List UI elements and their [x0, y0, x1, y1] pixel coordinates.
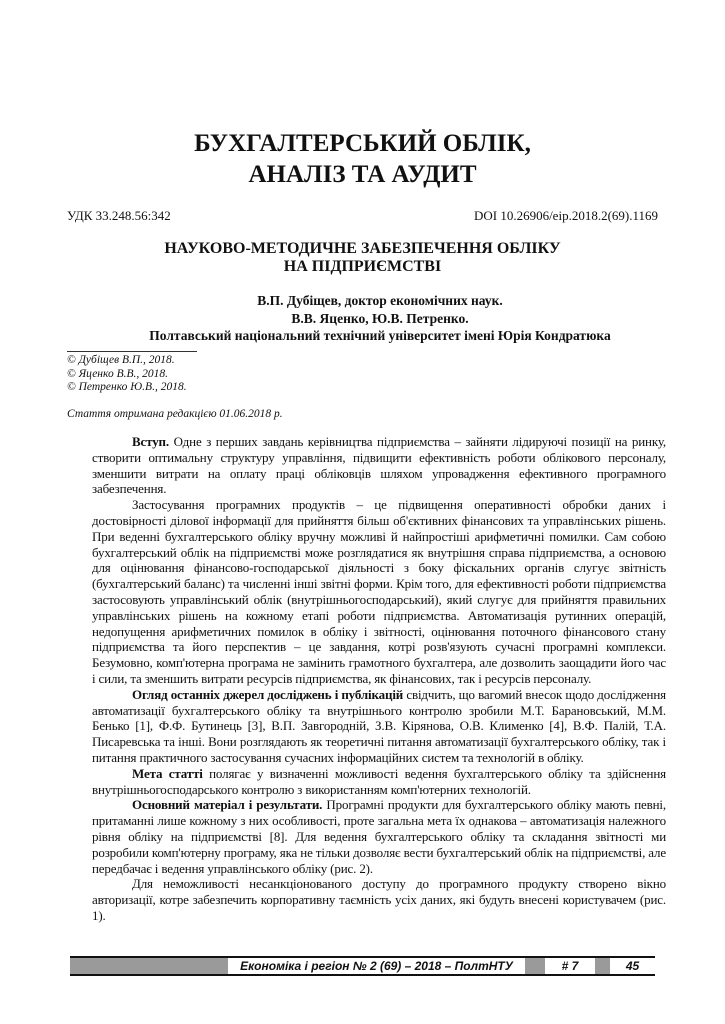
copyrights	[67, 354, 187, 395]
paragraph	[92, 687, 666, 766]
paragraph-lead: Основний матеріал і результати.	[132, 797, 323, 813]
section-title-line: БУХГАЛТЕРСЬКИЙ ОБЛІК,	[194, 130, 531, 157]
footer-shade	[70, 958, 228, 974]
footer-issue: # 7	[545, 958, 595, 974]
copyright-line: © Яценко В.В., 2018.	[67, 367, 169, 380]
paragraph-lead: Вступ.	[132, 434, 169, 449]
page-footer	[70, 956, 655, 976]
udk: УДК 33.248.56:342	[67, 208, 171, 223]
paragraph-text: Одне з перших завдань керівництва підприємства – зайняти лідируючі позиції на ринку, створити оптимальну структуру управління, підвищити ефективність роботи облікового персоналу, зменшити витрати на оплату праці обліковців шляхом упровадження ефективного програмного забезпечення.	[92, 434, 666, 497]
footer-journal: Економіка і регіон № 2 (69) – 2018 – ПолтНТУ	[228, 958, 525, 974]
author-line: В.В. Яценко, Ю.В. Петренко.	[291, 310, 469, 326]
footer-shade	[595, 958, 610, 974]
paragraph	[92, 497, 666, 687]
article-title	[0, 240, 725, 276]
footer-shade	[525, 958, 545, 974]
footnote-divider	[67, 351, 197, 352]
author-line: В.П. Дубіщев, доктор економічних наук.	[257, 293, 503, 308]
paragraph-text: полягає у визначенні можливості ведення бухгалтерського обліку та здійснення внутрішньогосподарського контролю з використанням комп'ютерних технологій.	[92, 765, 666, 797]
paragraph	[92, 434, 666, 497]
authors	[60, 292, 700, 345]
paragraph	[92, 766, 666, 798]
received-date: Стаття отримана редакцією 01.06.2018 р.	[67, 408, 283, 420]
copyright-line: © Петренко Ю.В., 2018.	[67, 381, 187, 393]
paragraph-text: Для неможливості несанкціонованого доступу до програмного продукту створено вікно авторизації, котре забезпечить корпоративну таємність усіх даних, які будуть внесені користувачем (рис. 1).	[92, 876, 666, 923]
paragraph-lead: Огляд останніх джерел досліджень і публікацій	[132, 686, 404, 702]
article-title-line: НАУКОВО-МЕТОДИЧНЕ ЗАБЕЗПЕЧЕННЯ ОБЛІКУ	[164, 240, 561, 257]
paragraph	[92, 876, 666, 923]
section-title	[0, 128, 725, 190]
article-title-line: НА ПІДПРИЄМСТВІ	[283, 258, 442, 275]
footer-page-number: 45	[610, 958, 655, 974]
paragraph-text: Застосування програмних продуктів – це підвищення оперативності обробки даних і достовірності ділової інформації для прийняття більш об'єктивних фінансових та управлінських рішень. При веденні бухгалтерського обліку вручну можливі й найпростіші арифметичні помилки. Сам собою бухгалтерський облік на підприємстві може розглядатися як внутрішня справа підприємства, а основою для оцінювання фінансово-господарської діяльності з боку фіскальних органів слугує звітність (бухгалтерський баланс) та численні інші звітні форми. Крім того, для ефективності роботи підприємства застосовують управлінський облік (внутрішньогосподарський), який слугує для прийняття правильних управлінських рішень на кожному етапі роботи підприємства. Автоматизація рутинних операцій, недопущення арифметичних помилок в обліку і звітності, оцінювання поточного фінансового стану підприємства та його перспектив – це завдання, котрі розв'язують сучасні програмні комплекси. Безумовно, комп'ютерна програма не замінить грамотного бухгалтера, але дозволить заощадити його час і сили, та зменшить витрати ресурсів підприємства, як фінансових, так і ресурсів персоналу.	[92, 497, 666, 686]
copyright-line: © Дубіщев В.П., 2018.	[67, 354, 175, 366]
paragraph	[92, 797, 666, 876]
article-body	[92, 434, 666, 924]
section-title-line: АНАЛІЗ ТА АУДИТ	[248, 161, 477, 188]
doi: DOI 10.26906/eip.2018.2(69).1169	[473, 208, 658, 223]
paragraph-text: свідчить, що вагомий внесок щодо дослідження автоматизації бухгалтерського обліку та внутрішнього контролю зробили М.Т. Барановський, М.М. Бенько [1], Ф.Ф. Бутинець [3], В.П. Завгородній, З.В. Кірянова, О.В. Клименко [4], В.Ф. Палій, Т.А. Писаревська та інші. Вони розглядають як теоретичні питання автоматизації бухгалтерського обліку, так і питання практичного застосування сучасних інформаційних систем та технологій в обліку.	[92, 686, 666, 765]
affiliation: Полтавський національний технічний університет імені Юрія Кондратюка	[149, 328, 611, 343]
paragraph-text: Програмні продукти для бухгалтерського обліку мають певні, притаманні лише кожному з них особливості, проте загальна мета їх однакова – автоматизація належного рівня обліку на підприємстві [8]. Для ведення бухгалтерського обліку та складання звітності ми розробили комп'ютерну програму, яка не тільки дозволяє вести бухгалтерський облік на підприємстві, але передбачає і ведення управлінського обліку (рис. 2).	[92, 797, 666, 876]
paragraph-lead: Мета статті	[132, 765, 203, 781]
